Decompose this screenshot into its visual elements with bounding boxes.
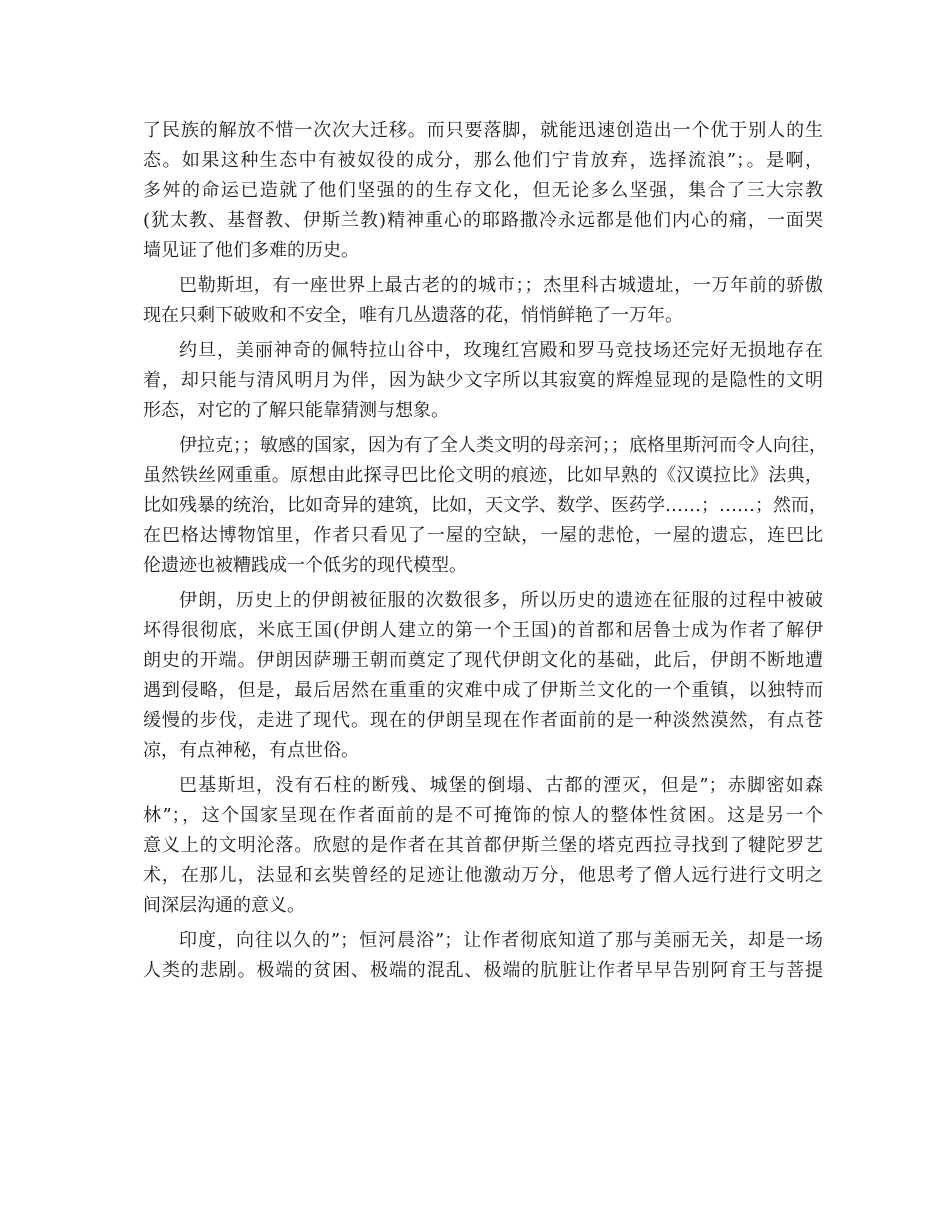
text-line: 术，在那儿，法显和玄奘曾经的足迹让他激动万分，他思考了僧人远行进行文明之 xyxy=(143,865,823,886)
text-line: 虽然铁丝网重重。原想由此探寻巴比伦文明的痕迹，比如早熟的《汉谟拉比》法典， xyxy=(143,465,823,486)
text-line: 着，却只能与清风明月为伴，因为缺少文字所以其寂寞的辉煌显现的是隐性的文明 xyxy=(143,370,823,391)
text-line: 多舛的命运已造就了他们坚强的的生存文化，但无论多么坚强，集合了三大宗教 xyxy=(143,180,823,201)
text-line: 印度，向往以久的”；恒河晨浴”；让作者彻底知道了那与美丽无关，却是一场 xyxy=(179,930,823,951)
paragraph xyxy=(143,336,823,426)
text-line: 现在只剩下破败和不安全，唯有几丛遗落的花，悄悄鲜艳了一万年。 xyxy=(143,305,683,326)
paragraph xyxy=(143,926,823,986)
text-line: (犹太教、基督教、伊斯兰教)精神重心的耶路撒冷永远都是他们内心的痛，一面哭 xyxy=(143,210,823,231)
text-line: 朗史的开端。伊朗因萨珊王朝而奠定了现代伊朗文化的基础，此后，伊朗不断地遭 xyxy=(143,650,823,671)
text-line: 凉，有点神秘，有点世俗。 xyxy=(143,740,359,761)
text-line: 形态，对它的了解只能靠猜测与想象。 xyxy=(143,400,449,421)
text-line: 意义上的文明沦落。欣慰的是作者在其首都伊斯兰堡的塔克西拉寻找到了犍陀罗艺 xyxy=(143,835,823,856)
text-line: 巴基斯坦，没有石柱的断残、城堡的倒塌、古都的湮灭，但是”；赤脚密如森 xyxy=(179,775,823,796)
text-line: 林”；，这个国家呈现在作者面前的是不可掩饰的惊人的整体性贫困。这是另一个 xyxy=(143,805,823,826)
text-line: 态。如果这种生态中有被奴役的成分，那么他们宁肯放弃，选择流浪”；。是啊， xyxy=(143,150,823,171)
text-line: 约旦，美丽神奇的佩特拉山谷中，玫瑰红宫殿和罗马竞技场还完好无损地存在 xyxy=(179,340,823,361)
text-line: 遇到侵略，但是，最后居然在重重的灾难中成了伊斯兰文化的一个重镇，以独特而 xyxy=(143,680,823,701)
paragraph xyxy=(143,431,827,581)
text-line: 了民族的解放不惜一次次大迁移。而只要落脚，就能迅速创造出一个优于别人的生 xyxy=(143,120,823,141)
text-line: 巴勒斯坦，有一座世界上最古老的的城市；；杰里科古城遗址，一万年前的骄傲 xyxy=(179,275,823,296)
text-line: 坏得很彻底，米底王国(伊朗人建立的第一个王国)的首都和居鲁士成为作者了解伊 xyxy=(143,620,823,641)
paragraph xyxy=(143,116,823,266)
text-line: 在巴格达博物馆里，作者只看见了一屋的空缺，一屋的悲怆，一屋的遗忘，连巴比 xyxy=(143,525,823,546)
text-line: 墙见证了他们多难的历史。 xyxy=(143,240,359,261)
paragraph xyxy=(143,771,823,921)
text-line: 人类的悲剧。极端的贫困、极端的混乱、极端的肮脏让作者早早告别阿育王与菩提 xyxy=(143,960,823,981)
text-line: 比如残暴的统治，比如奇异的建筑，比如，天文学、数学、医药学……；……；然而， xyxy=(143,495,827,516)
text-line: 缓慢的步伐，走进了现代。现在的伊朗呈现在作者面前的是一种淡然漠然，有点苍 xyxy=(143,710,823,731)
text-line: 间深层沟通的意义。 xyxy=(143,895,305,916)
paragraph xyxy=(143,586,823,766)
text-line: 伊朗，历史上的伊朗被征服的次数很多，所以历史的遗迹在征服的过程中被破 xyxy=(179,590,823,611)
document-body xyxy=(143,116,827,986)
text-line: 伊拉克；；敏感的国家，因为有了全人类文明的母亲河；；底格里斯河而令人向往， xyxy=(179,435,827,456)
text-line: 伦遗迹也被糟践成一个低劣的现代模型。 xyxy=(143,555,467,576)
paragraph xyxy=(143,271,823,331)
